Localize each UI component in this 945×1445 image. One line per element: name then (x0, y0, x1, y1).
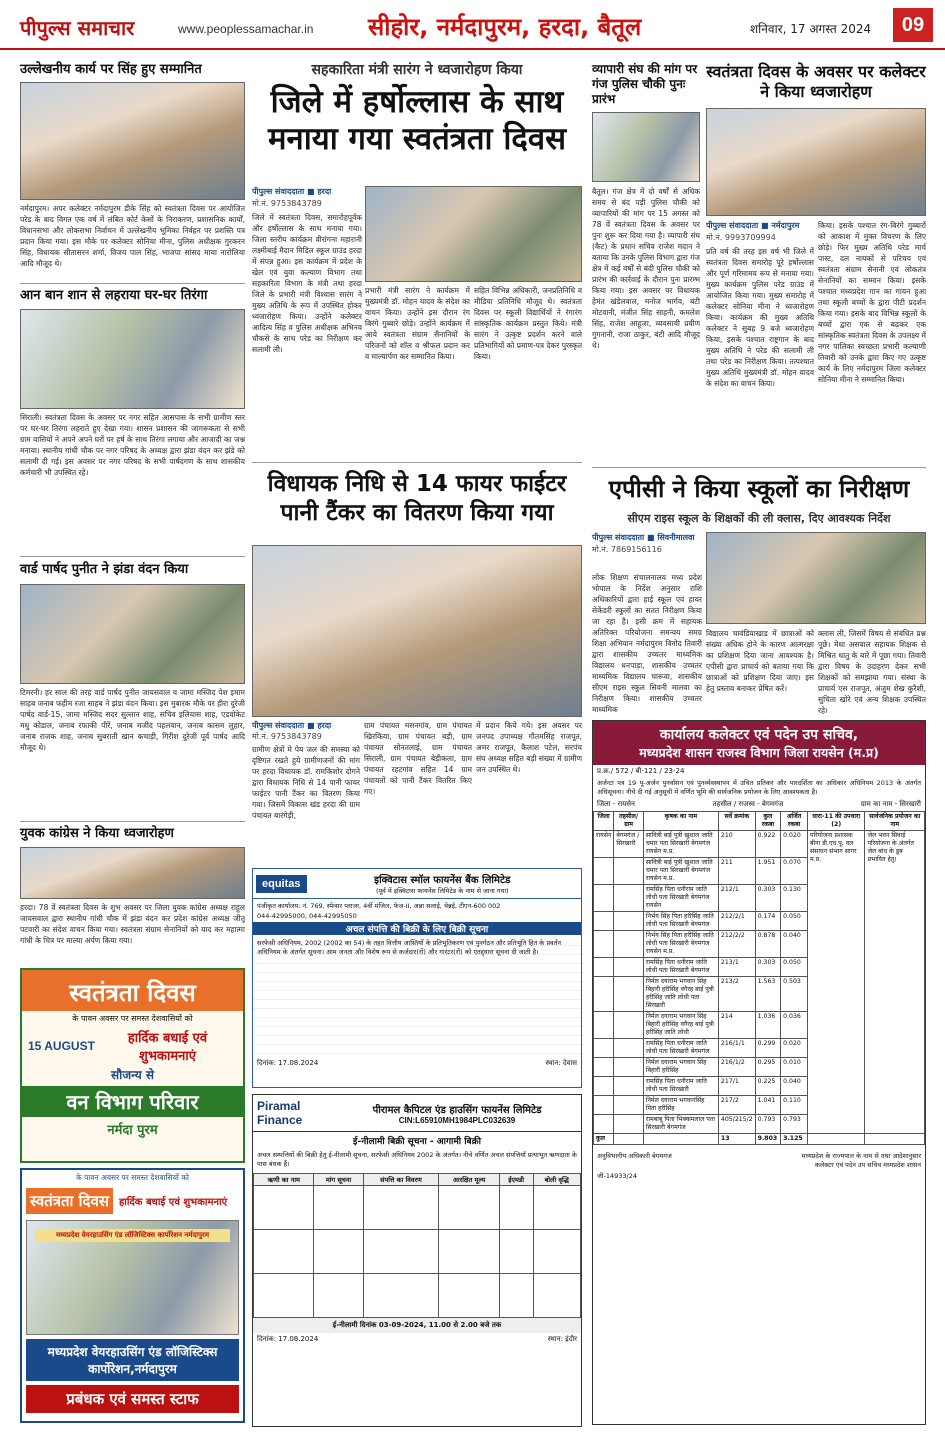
table-cell (643, 1134, 718, 1145)
notice-footer-left: अनुविभागीय अधिकारी बेगमगंज (597, 1152, 672, 1160)
inspection-mobile: मो.नं. 7869156116 (592, 545, 662, 554)
table-cell: रामबाबू पिता भिक्कमलाल पता सिरखारी बेगमगंज (643, 1115, 718, 1134)
table-cell: 0.040 (781, 1077, 808, 1096)
notice-district: जिला - रायसेन (597, 800, 635, 808)
table-cell (614, 1012, 644, 1039)
website-url[interactable]: www.peoplessamachar.in (178, 22, 314, 36)
table-cell: निर्मल दयाराम भगवान सिंह बिहारी हरीसिंह (643, 1058, 718, 1077)
photo-inspection (706, 532, 926, 624)
piramal-col-header: बोली वृद्धि (533, 1174, 580, 1186)
table-cell (594, 1115, 614, 1134)
table-header (254, 1174, 581, 1186)
table-cell: 212/2/1 (718, 912, 755, 931)
table-cell: 0.110 (781, 1096, 808, 1115)
table-cell: 213/1 (718, 958, 755, 977)
photo-youth-congress (20, 847, 245, 899)
table-cell (614, 885, 644, 912)
collector-article-1: प्रति वर्ष की तरह इस वर्ष भी जिले में स्वतंत्रता दिवस समारोह पूरे हर्षोल्लास और पूर्ण गरिमामय रूप से मनाया गया। मुख्य कार्यक्रम पुलिस परेड ग्राउंड में आयोजित किया गया। मुख्य समारोह में कलेक्टर सोनिया मीना ने ध्वजारोहण किया। कार्यक्रम की मुख्य अतिथि कलेक्टर ने सुबह 9 बजे ध्वजारोहण किया, इसके पश्चात राष्ट्रगान के बाद मुख्य अतिथि ने परेड की सलामी ली तथा परेड का निरीक्षण किया। तत्पश्चात मुख्य अतिथि मुख्यमंत्री डॉ. मोहन यादव के संदेश का वाचन किया। (706, 247, 814, 388)
article-tiranga: सिराली। स्वतंत्रता दिवस के अवसर पर नगर सहित आसपास के सभी ग्रामीण स्तर पर घर-घर तिरंगा लहराते हुए देखा गया। शासन प्रशासन की जागरूकता से सभी ग्राम वासियों ने अपने अपने घरों पर हर्ष के साथ तिरंगा लगाया और आजादी का जश्न मनाया। स्थानीय गांधी चौक पर नगर परिषद के अध्यक्ष द्वारा झंडा वंदन कर झंडे को सलामी दी गई। इस अवसर पर नगर परिषद के सभी पार्षदगण के साथ शासकीय कर्मचारी भी उपस्थित रहे। (20, 413, 245, 477)
equitas-address: पंजीकृत कार्यालय: नं. 769, स्पेन्सर प्लाजा, 4वीं मंजिल, फेज-II, अन्ना सलाई, चेन्नई, टीएन-600 002 (257, 902, 501, 910)
table-cell (614, 1058, 644, 1077)
tanker-article-3: में प्रदान किये गये। इस अवसर पर जनपद उपाध्यक्ष गौतमसिंह राजपूत, अमर राजपूत, कैलाश पटेल, सरपंच संघ अध्यक्ष सहित बड़ी संख्या में ग्रामीण जन उपस्थित थे। (476, 721, 582, 774)
table-cell (614, 1096, 644, 1115)
notice-col-header: अर्जित रकबा (781, 812, 808, 831)
table-cell: 1.041 (755, 1096, 781, 1115)
equitas-logo: equitas (256, 875, 307, 893)
table-cell (614, 1115, 644, 1134)
piramal-body: अचल सम्पत्तियों की बिक्री हेतु ई-नीलामी सूचना, सरफेसी अधिनियम 2002 के अंतर्गत। नीचे वर्णित अचल संपत्तियाँ प्रत्याभूत ऋणदाता के पास बंधक हैं। (257, 1151, 577, 1168)
table-cell: 0.793 (755, 1115, 781, 1134)
article-youth-congress: हरदा। 78 वें स्वतंत्रता दिवस के शुभ अवसर पर जिला युवक कांग्रेस अध्यक्ष राहुल जायसवाल द्वारा स्थानीय गांधी चौक में झंडा वंदन कर प्रदेश कांग्रेस अध्यक्ष जीतू पटवारी का संदेश वाचन किया गया। स्वतंत्रता संग्राम सेनानियों को याद कर महात्मा गांधी के चित्र पर माल्या अर्पण किया गया। (20, 903, 245, 945)
notice-tehsil: तहसील / राजस्व - बेगमगंज (712, 800, 784, 808)
notice-ref: प्र.क्र./ 572 / बी-121 / 23-24 (597, 767, 685, 775)
notice-purpose: जेल भवन सिवाई परियोजना के अंतर्गत जेल बांध के डूब प्रभावित हेतु। (865, 831, 925, 1134)
piramal-date: दिनांक: 17.08.2024 (257, 1335, 319, 1343)
notice-col-header: धारा-11 की उपधारा (2) (807, 812, 865, 831)
piramal-col-header: मांग सूचना (314, 1174, 363, 1186)
table-cell (614, 912, 644, 931)
table-cell (594, 885, 614, 912)
ad-courtesy: सौजन्य से (111, 1068, 154, 1082)
table-cell (594, 958, 614, 977)
equitas-date: दिनांक: 17.08.2024 (257, 1059, 319, 1067)
notice-code: जी-14933/24 (597, 1172, 637, 1180)
ad-piramal (252, 1094, 582, 1427)
inspection-byline: पीपुल्स संवाददाता ■ सिवनीमालवा (592, 533, 695, 542)
table-row (594, 831, 925, 858)
lead-article-2: प्रभारी मंत्री सारंग ने कार्यक्रम में मुख्यमंत्री डॉ. मोहन यादव के संदेश का वाचन किया। उन्होंने इस दौरान रंग बिरंगे गुब्बारे छोड़े। उन्होंने कार्यक्रम में आये स्वतंत्रता संग्राम सैनानियों के परिजनों को शॉल व श्रीफल प्रदान कर व माल्यार्पण कर सम्मानित किया। (365, 286, 470, 361)
table-cell: 0.050 (781, 912, 808, 931)
photo-warehouse (26, 1220, 239, 1335)
table-cell: 0.130 (781, 885, 808, 912)
notice-table (593, 811, 925, 1145)
notice-col-header: कुल रकबा (755, 812, 781, 831)
table-cell: 0.295 (755, 1058, 781, 1077)
equitas-title: इक्विटास स्मॉल फायनेंस बैंक लिमिटेड (374, 875, 511, 886)
headline-collector-flag: स्वतंत्रता दिवस के अवसर पर कलेक्टर ने किया ध्वजारोहण (706, 62, 926, 101)
notice-footer-right: मध्यप्रदेश के राज्यपाल के नाम से तथा आदेशानुसार (801, 1152, 921, 1160)
ad-staff: प्रबंधक एवं समस्त स्टाफ (26, 1385, 239, 1413)
lead-byline: पीपुल्स संवाददाता ■ हरदा (252, 187, 332, 196)
table-cell (594, 1077, 614, 1096)
tanker-headline: विधायक निधि से 14 फायर फाईटर पानी टैंकर का वितरण किया गया (267, 471, 567, 526)
table-cell: सावित्री बाई पुत्री खुशाल जाति चमार पता सिरखारी बेगमगंज रायसेन म.प्र. (643, 831, 718, 858)
piramal-auction-date: ई-नीलामी दिनांक 03-09-2024, 11.00 से 2.00 बजे तक (253, 1318, 581, 1333)
inspection-article-3: क्लास ली, जिसमें विषय से संबंधित प्रश्न पूछे। मेधा असवाल सहायक शिक्षक से मिश्रित धातु के बारे में पूछा गया। तिवारी द्वारा विषय के उदाहरण देकर सभी शिक्षकों को समझाया गया। संस्था के प्राचार्य एस राजपूत, अंजुम शेख कुरैशी, सुचिता खोरे एवं अन्य शिक्षक उपस्थित रहे। (818, 629, 926, 714)
headline-youth-congress: युवक कांग्रेस ने किया ध्वजारोहण (20, 826, 174, 841)
piramal-table (253, 1173, 581, 1318)
table-cell: 212/1 (718, 885, 755, 912)
table-cell (594, 977, 614, 1012)
table-cell (614, 958, 644, 977)
tanker-article-1: ग्रामीण क्षेत्रों मे पेय जल की समस्या को दृष्टिगत रखते हुये ग्रामीणजनों की मांग पर हरदा विधायक डॉ. रामकिशोर दोगने द्वारा विधायक निधि से 14 पानी फायर फाईटर पानी टैंकर का वितरण किया गया। जिसमें विकास खंड हरदा की ग्राम पंचायत बारंगेड़ी, (252, 745, 360, 820)
headline-police-post: व्यापारी संघ की मांग पर गंज पुलिस चौकी पुनः प्रारंभ (592, 62, 698, 106)
newspaper-logo: पीपुल्स समाचार (20, 16, 135, 40)
table-cell: निर्मल दयाराम भगवानसिंह पिता हरीसिंह (643, 1096, 718, 1115)
table-cell: 9.803 (755, 1134, 781, 1145)
piramal-col-header: संपत्ति का विवरण (363, 1174, 439, 1186)
headline-ward: वार्ड पार्षद पुनीत ने झंडा वंदन किया (20, 562, 189, 577)
table-cell: 0.174 (755, 912, 781, 931)
page-number: 09 (893, 8, 933, 42)
table-cell: 0.922 (755, 831, 781, 858)
collector-article-2: किया। इसके पश्चात रंग-बिरंगे गुब्बारों को आकाश में मुक्त विचरण के लिए छोड़े। फिर मुख्य अतिथि परेड मार्च पास्ट, दल नायकों से परिचय एवं स्वतंत्रता संग्राम सेनानी एवं लोकतंत्र सेनानियों का सम्मान किया। इसके पश्चात मध्यप्रदेश गान का गायन हुआ तथा स्कूली बच्चों के द्वारा पीटी प्रदर्शन किया गया। इसके बाद विभिन्न स्कूलों के बच्चों द्वारा एक से बढ़कर एक सांस्कृतिक स्वतंत्रता दिवस के उपलक्ष्य में नगर पालिका स्वच्छता प्रभारी कल्याणी तिवारी को उनके द्वारा किए गए उत्कृष्ट कार्य के लिए नर्मदापुरम जिला कलेक्टर सोनिया मीना ने सम्मानित किया। (818, 221, 926, 384)
photo-collector-flag (706, 108, 926, 216)
total-row (594, 1134, 925, 1145)
table-cell: 0.793 (781, 1115, 808, 1134)
table-cell: सावित्री बाई पुत्री खुशाल जाति चमार पता सिरखारी बेगमगंज रायसेन म.प्र. (643, 858, 718, 885)
table-cell (594, 1096, 614, 1115)
table-cell: 214 (718, 1012, 755, 1039)
photo-tiranga (20, 309, 245, 409)
table-cell: बेगमगंज /सिरखारी (614, 831, 644, 858)
table-cell: निर्भय सिंह पिता हरीसिंह जाति लोधी पता सिरखारी बेगमगंज (643, 912, 718, 931)
divider (252, 462, 582, 463)
table-cell: 0.878 (755, 931, 781, 958)
table-cell: 13 (718, 1134, 755, 1145)
land-acquisition-notice (592, 720, 926, 1425)
collector-mobile: मो.नं. 9993709994 (706, 233, 776, 242)
photo-tanker (252, 545, 582, 717)
piramal-logo: Piramal Finance (257, 1099, 303, 1127)
notice-col-header: सार्वजनिक प्रयोजन का नाम (865, 812, 925, 831)
photo-honor (20, 82, 245, 200)
piramal-col-header: ईएमडी (499, 1174, 533, 1186)
equitas-place: स्थान: देवास (545, 1059, 577, 1067)
tanker-byline: पीपुल्स संवाददाता ■ हरदा (252, 721, 332, 730)
ad-forest-department (20, 968, 245, 1163)
table-cell: निर्मल दयाराम भगवान सिंह बिहारी हरीसिंह वगैरह बाई पुत्री हरीसिंह जाति लोधी पता सिरखारी (643, 977, 718, 1012)
collector-byline: पीपुल्स संवाददाता ■ नर्मदापुरम (706, 221, 800, 230)
table-cell (594, 1058, 614, 1077)
table-cell (865, 1134, 925, 1145)
photo-police-post (592, 112, 700, 182)
table-cell (594, 1039, 614, 1058)
table-cell: 0.070 (781, 858, 808, 885)
table-cell: 217/1 (718, 1077, 755, 1096)
table-cell: 0.303 (755, 958, 781, 977)
table-cell: 211 (718, 858, 755, 885)
table-cell: कुल (594, 1134, 614, 1145)
table-cell (594, 912, 614, 931)
table-cell (594, 1012, 614, 1039)
issue-date: शनिवार, 17 अगस्त 2024 (750, 22, 872, 36)
table-cell: निर्भय सिंह पिता हरीसिंह जाति लोधी पता सिरखारी बेगमगंज रायसेन म.प्र. (643, 931, 718, 958)
ad-title: स्वतंत्रता दिवस (26, 1188, 113, 1214)
inspection-article-2: विद्यालय चावंडियाखाड में छात्राओं को संख्या अधिक होने के कारण आत्मरक्षा का प्रशिक्षण दिया जाना आवश्यक है। एपीसी द्वारा प्राचार्य को बताया गया कि छात्राओं को प्रशिक्षण दिया जाए। इस हेतु प्रस्ताव बनाकर प्रेषित करें। (706, 629, 814, 693)
piramal-cin: CIN:L65910MH1984PLC032639 (398, 1115, 516, 1125)
piramal-col-header: आरक्षित मूल्य (439, 1174, 499, 1186)
table-cell: 0.020 (781, 831, 808, 858)
lead-kicker: सहकारिता मंत्री सारंग ने ध्वजारोहण किया (311, 62, 523, 78)
lead-article-1: जिले में स्वतंत्रता दिवस, समारोहपूर्वक और हर्षोल्लास के साथ मनाया गया। जिला स्तरीय कार्यक्रम वीरांगना महारानी लक्ष्मीबाई मैदान मिडिल स्कूल ग्राउंड हरदा में संपन्न हुआ। इस कार्यक्रम में प्रदेश के खेल एवं युवा कल्याण विभाग तथा सहकारिता विभाग के मंत्री तथा हरदा जिले के प्रभारी मंत्री विश्वास सारंग ने मुख्य अतिथि के रूप में उपस्थित होकर ध्वजारोहण किया। उन्होंने कलेक्टर आदित्य सिंह व पुलिस अधीक्षक अभिनव चौकसे के साथ परेड का निरीक्षण कर सलामी ली। (252, 213, 362, 354)
table-cell: 1.036 (755, 1012, 781, 1039)
table-cell (614, 1077, 644, 1096)
table-cell (807, 1134, 865, 1145)
notice-col-header: सर्वे क्रमांक (718, 812, 755, 831)
table-cell: 0.503 (781, 977, 808, 1012)
table-cell: रायसेन (594, 831, 614, 858)
notice-col-header: कृषक का नाम (643, 812, 718, 831)
table-cell: 1.563 (755, 977, 781, 1012)
notice-intro: अर्जन्टा पत्र 19 पू-अर्जन पुनर्वासन एवं पुनर्व्यवस्थापन में उचित प्रतिकर और पारदर्शिता का अधिकार अधिनियम 2013 के अंतर्गत अधिसूचना। नीचे दी गई अनुसूची में वर्णित भूमि की सार्वजनिक प्रयोजन के लिए आवश्यकता है। (597, 779, 921, 796)
table-cell: 0.010 (781, 1058, 808, 1077)
table-cell: रामसिंह पिता धनीराम जाति लोधी पता सिरखारी बेगमगंज रायसेन (643, 885, 718, 912)
table-cell (614, 858, 644, 885)
inspection-subhead: सीएम राइस स्कूल के शिक्षकों की ली क्लास, दिए आवश्यक निर्देश (627, 512, 891, 525)
divider (20, 821, 245, 822)
piramal-title: पीरामल कैपिटल एंड हाउसिंग फायनेंस लिमिटेड (372, 1104, 542, 1116)
notice-purpose-ref: परियोजना प्रशासक बीना डी.एच.पू. वल संसाधन संभाग सागर म.प्र. (807, 831, 865, 1134)
ad-place: नर्मदा पुरम (107, 1123, 158, 1138)
table-cell: 1.951 (755, 858, 781, 885)
table-cell: 210 (718, 831, 755, 858)
notice-village: ग्राम का नाम - सिरखारी (860, 800, 921, 808)
table-cell: 0.020 (781, 1039, 808, 1058)
table-cell: 0.299 (755, 1039, 781, 1058)
photo-ward (20, 584, 245, 684)
piramal-place: स्थान: इंदौर (547, 1335, 577, 1343)
table-cell: 0.303 (755, 885, 781, 912)
table-cell (614, 1134, 644, 1145)
tanker-mobile: मो.नं. 9753843789 (252, 732, 322, 741)
notice-title-1: कार्यालय कलेक्टर एवं पदेन उप सचिव, (593, 721, 925, 744)
notice-col-header: तहसील/ ग्राम (614, 812, 644, 831)
table-cell: 0.040 (781, 931, 808, 958)
equitas-sub: (पूर्व में इक्विटास फायनेंस लिमिटेड के नाम से जाना गया) (375, 887, 509, 895)
ad-equitas (252, 868, 582, 1088)
lead-headline: जिले में हर्षोल्लास के साथ मनाया गया स्वतंत्रता दिवस (267, 84, 567, 158)
notice-col-header: जिला (594, 812, 614, 831)
table-cell (614, 977, 644, 1012)
table-cell: रामसिंह पिता धनीराम जाति लोधी पता सिरखारी (643, 1077, 718, 1096)
article-police-post: बैतूल। गंज क्षेत्र में दो वर्षों से अधिक समय से बंद पड़ी पुलिस चौकी को व्यापारियों की मांग पर 15 अगस्त को 78 वें स्वतंत्रता दिवस के अवसर पर पुनः शुरू कर दिया गया है। व्यापारी संघ (कैट) के प्रधान सचिव राजेश मदान ने बताया कि उनके पुलिस विभाग द्वारा गंज क्षेत्र में कई वर्षों से बंदी पुलिस चौकी को प्रारंभ की कार्रवाई के दौरान पुनः प्रारम्भ किया गया। इस अवसर पर विधायक हेमंत खंडेलवाल, मनोज भार्गव, बंटी मोटवानी, मंजीत सिंह साहनी, कमलेश सिंह, राजेश आहूजा, व्यवसायी प्रवीण गुगनानी, राजा ठाकुर, बंटी आदि मौजूद थे। (592, 187, 700, 350)
ad-org: वन विभाग परिवार (22, 1086, 243, 1117)
notice-footer-right-2: कलेक्टर एवं पदेन उप सचिव मध्यप्रदेश शासन (814, 1161, 921, 1169)
notice-title-2: मध्यप्रदेश शासन राजस्व विभाग जिला रायसेन (म.प्र) (593, 744, 925, 765)
tanker-article-2: ग्राम पंचायत मसनगांव, ग्राम पंचायत खिरकिया, ग्राम पंचायत बड़ी, ग्राम पंचायत सोनतलाई, ग्राम पंचायत सिराली, ग्राम पंचायत बेड़ीकला, ग्राम पंचायत रहटगांव सहित 14 ग्राम पंचायतों को पानी टैंकर वितरित किए गए। (364, 721, 472, 796)
table-cell: 0.036 (781, 1012, 808, 1039)
table-cell (614, 1039, 644, 1058)
ad-title: स्वतंत्रता दिवस (22, 970, 243, 1011)
piramal-subtitle: ई-नीलामी बिक्री सूचना - आगामी बिक्री (353, 1137, 481, 1147)
table-cell: 0.050 (781, 958, 808, 977)
article-ward: टिमरनी। हर साल की तरह वार्ड पार्षद पुनीत जायसवाल व जामा मस्जिद पेश इमाम साहब जनाब फहीम रजा साहब ने झंडा वंदन किया। इस मुबारक मौके पर हीरा दुरेजी पार्षद वार्ड-15, जामा मस्जिद सदर सुल्तान शाह, सचिव इलियास शाह, एडवोकेट मधु कोडाल, जनाब रफाकी पीरें, जनाब मजीद पहलवान, जनाब कासम लुहार, जनाब राजक शाह, जनाब सुबराती खान कचाड़ी, गिरीश दुरेजी पूर्व पार्षद आदि मौजूद थे। (20, 688, 245, 752)
page-title: सीहोर, नर्मदापुरम, हरदा, बैतूल (368, 13, 642, 41)
inspection-headline: एपीसी ने किया स्कूलों का निरीक्षण (608, 475, 910, 503)
ad-wish: हार्दिक बधाई एवं शुभकामनाएं (119, 1197, 228, 1208)
divider (20, 283, 245, 284)
ad-date: 15 AUGUST (28, 1039, 95, 1053)
table-cell: 3.125 (781, 1134, 808, 1145)
lead-mobile: मो.नं. 9753843789 (252, 199, 322, 208)
warehouse-board: मध्यप्रदेश वेयरहाउसिंग एंड लॉजिस्टिक्स कार्पोरेशन नर्मदापुरम (35, 1229, 230, 1242)
table-cell (594, 858, 614, 885)
table-cell (594, 931, 614, 958)
ad-wish: हार्दिक बधाई एवं शुभकामनाएं (127, 1031, 208, 1064)
piramal-col-header: ऋणी का नाम (254, 1174, 314, 1186)
table-cell: 217/2 (718, 1096, 755, 1115)
table-cell: रामसिंह पिता धनीराम जाति लोधी पता सिरखारी बेगमगंज (643, 1039, 718, 1058)
table-cell: 405/215/2 (718, 1115, 755, 1134)
inspection-article-1: लोक शिक्षण संचालनालय मध्य प्रदेश भोपाल के निर्देश अनुसार राशि अधिकारियों द्वारा हाई स्कूल एवं हायर सेकेंडरी स्कूलों का सतत निरीक्षण किया जा रहा है। इसी क्रम में सहायक अतिरिक्त परियोजना समन्वय समग्र शिक्षा अभियान नर्मदापुरम विनोद तिवारी द्वारा शासकीय उच्चतर माध्यमिक विद्यालय धनपाड़ा, शासकीय उच्चतर माध्यमिक विद्यालय चारूवा, शासकीय सीएम राइस स्कूल सिवनी मालवा का निरीक्षण किया। शासकीय उच्चतर माध्यमिक (592, 573, 702, 714)
headline-tiranga: आन बान शान से लहराया घर-घर तिरंगा (20, 288, 208, 303)
table-cell: 212/2/2 (718, 931, 755, 958)
table-cell: निर्मल दयाराम भगवान सिंह बिहारी हरीसिंह वगैरह बाई पुत्री हरीसिंह जाति लोधी (643, 1012, 718, 1039)
photo-lead (365, 186, 582, 282)
divider (20, 556, 245, 557)
divider (592, 467, 926, 468)
equitas-phone: 044-42995000, 044-42995050 (257, 912, 357, 920)
table-cell: 0.225 (755, 1077, 781, 1096)
lead-article-4: सहित विभिन्न अधिकारी, जनप्रतिनिधि व मीडिया प्रतिनिधि मौजूद थे। स्वतंत्रता दिवस पर स्कूली विद्यार्थियों ने रंगारंग सांस्कृतिक कार्यक्रम प्रस्तुत किये। मंत्री सारंग ने उत्कृष्ट प्रदर्शन करने वाले प्रतिभागियों को प्रमाण-पत्र देकर पुरस्कृत किया। (474, 286, 582, 361)
headline-honor: उल्लेखनीय कार्य पर सिंह हुए सम्मानित (20, 62, 202, 77)
ad-subtitle: के पावन अवसर पर समस्त देशवासियों को (76, 1173, 189, 1182)
table-cell: रामसिंह पिता धनीराम जाति लोधी पता सिरखारी बेगमगंज (643, 958, 718, 977)
table-cell: 216/1/2 (718, 1058, 755, 1077)
ad-warehousing (20, 1168, 245, 1423)
table-cell (614, 931, 644, 958)
equitas-notice-title: अचल संपत्ति की बिक्री के लिए बिक्री सूचना (253, 922, 581, 935)
equitas-body: सरफेसी अधिनियम, 2002 (2002 का 54) के तहत वित्तीय आस्तियों के प्रतिभूतिकरण एवं पुनर्गठन और प्रतिभूति हित के प्रवर्तन अधिनियम के अंतर्गत सूचना। आम जनता और विशेष रूप से कर्जदार(रों) और गारंटर(रों) को एतद्द्वारा सूचना दी जाती है। (253, 937, 581, 1057)
table-cell: 213/2 (718, 977, 755, 1012)
article-honor: नर्मदापुरम। अपर कलेक्टर नर्मदापुरम डीके सिंह को स्वतंत्रता दिवस पर आयोजित परेड के बाद विगत एक वर्ष में लंबित कोर्ट केसों के निराकरण, प्रशासनिक कार्यों, विधानसभा और लोकसभा निर्वाचन में उल्लेखनीय भूमिका निर्वहन पर प्रशस्ति पत्र प्रदान किया गया। इस मौके पर कलेक्टर सोनिया मीना, पुलिस अधीक्षक गुरकरन सिंह, विधायक सीतासरन शर्मा, विजय पाल सिंह, भाजपा सांसद माया नारोलिया आदि मौजूद थे। (20, 204, 245, 268)
table-cell: 216/1/1 (718, 1039, 755, 1058)
ad-org: मध्यप्रदेश वेयरहाउसिंग एंड लॉजिस्टिक्स कार्पोरेशन,नर्मदापुरम (26, 1339, 239, 1381)
ad-subtitle: के पावन अवसर पर समस्त देशवासियों को (72, 1014, 193, 1023)
